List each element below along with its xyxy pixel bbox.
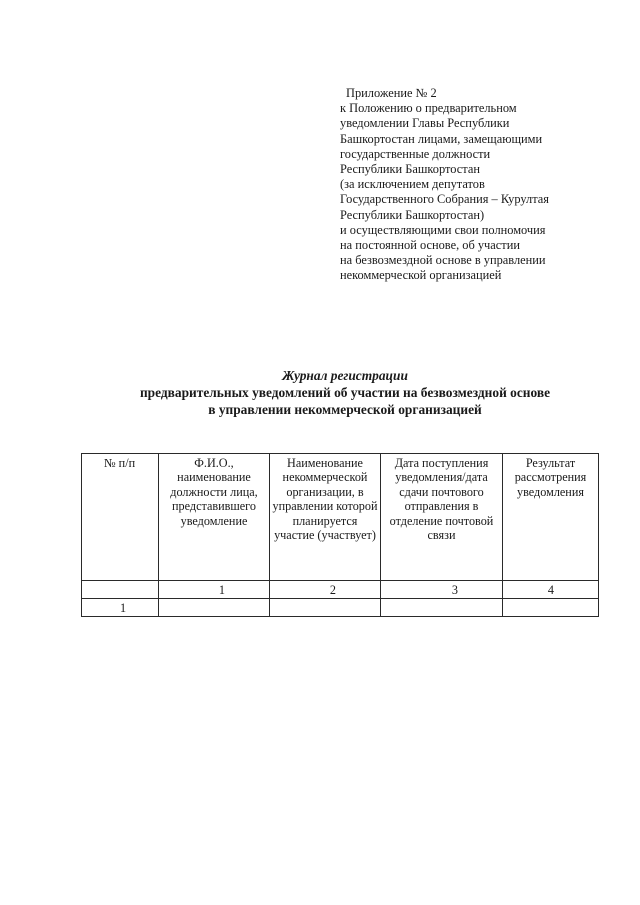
appendix-line: некоммерческой организацией xyxy=(340,268,502,283)
table-cell xyxy=(503,599,599,616)
appendix-line: (за исключением депутатов xyxy=(340,177,485,192)
table-cell xyxy=(270,599,381,616)
column-number: 4 xyxy=(503,581,599,599)
appendix-line: на постоянной основе, об участии xyxy=(340,238,520,253)
table-row xyxy=(82,599,599,616)
header-organization: Наименование некоммерческой организации, в управлении которой планируется участие (участвует) xyxy=(270,454,381,581)
appendix-note xyxy=(340,86,610,284)
appendix-line: на безвозмездной основе в управлении xyxy=(340,253,546,268)
appendix-line: государственные должности xyxy=(340,146,491,161)
table-header-row xyxy=(82,454,599,581)
column-number: 1 xyxy=(159,581,270,599)
header-full-name: Ф.И.О., наименование должности лица, представившего уведомление xyxy=(159,454,270,581)
column-number: 2 xyxy=(270,581,381,599)
appendix-line: Республики Башкортостан) xyxy=(340,207,485,222)
appendix-line: и осуществляющими свои полномочия xyxy=(340,222,546,237)
column-number xyxy=(82,581,159,599)
appendix-line: Государственного Собрания – Курултая xyxy=(340,192,550,207)
journal-subtitle: в управлении некоммерческой организацией xyxy=(208,401,482,417)
journal-title-block xyxy=(60,368,630,418)
header-result: Результат рассмотрения уведомления xyxy=(503,454,599,581)
journal-table xyxy=(81,453,599,617)
appendix-line: уведомлении Главы Республики xyxy=(340,116,510,131)
appendix-line: Республики Башкортостан xyxy=(340,162,480,177)
header-date: Дата поступления уведомления/дата сдачи почтового отправления в отделение почтовой связи xyxy=(381,454,503,581)
journal-title: Журнал регистрации xyxy=(282,368,408,383)
header-number: № п/п xyxy=(82,454,159,581)
table-cell xyxy=(381,599,503,616)
appendix-line: Башкортостан лицами, замещающими xyxy=(340,131,543,146)
table-cell: 1 xyxy=(82,599,159,616)
journal-subtitle: предварительных уведомлений об участии на безвозмездной основе xyxy=(139,384,551,400)
appendix-line: к Положению о предварительном xyxy=(340,101,517,116)
table-cell xyxy=(159,599,270,616)
appendix-line: Приложение № 2 xyxy=(346,86,437,100)
column-number-row xyxy=(82,581,599,599)
column-number: 3 xyxy=(381,581,503,599)
